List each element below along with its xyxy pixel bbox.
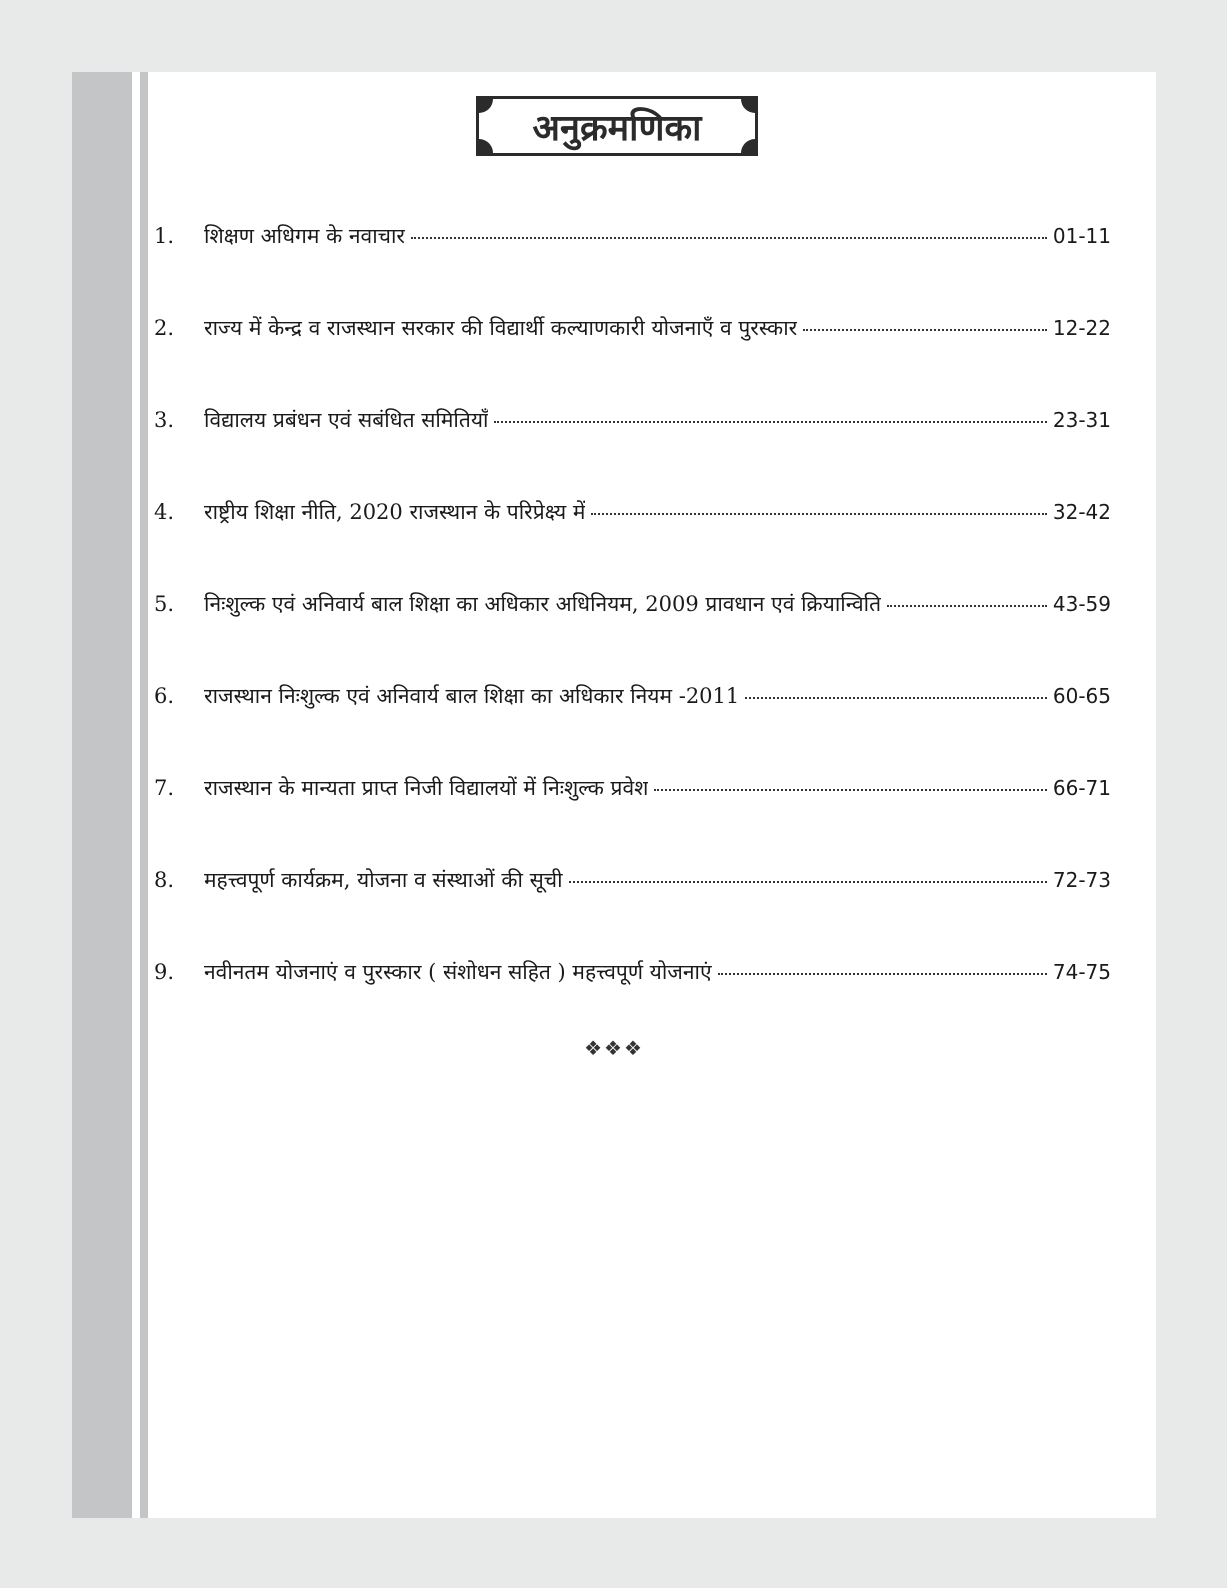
frame-corner — [476, 139, 493, 156]
toc-number: 4. — [154, 500, 175, 524]
toc-row — [154, 590, 1111, 682]
toc-leader-dots — [887, 605, 1047, 607]
table-of-contents — [154, 222, 1111, 1050]
toc-page-range: 66-71 — [1052, 776, 1111, 800]
toc-page-range: 72-73 — [1052, 868, 1111, 892]
toc-leader-dots — [494, 421, 1046, 423]
frame-corner — [741, 139, 758, 156]
toc-leader-dots — [591, 513, 1046, 515]
toc-page-range: 60-65 — [1052, 684, 1111, 708]
toc-title: राजस्थान निःशुल्क एवं अनिवार्य बाल शिक्षा का अधिकार नियम -2011 — [204, 684, 740, 708]
toc-row — [154, 314, 1111, 406]
toc-title: राष्ट्रीय शिक्षा नीति, 2020 राजस्थान के परिप्रेक्ष्य में — [204, 500, 586, 524]
toc-leader-dots — [569, 881, 1047, 883]
toc-leader-dots — [745, 697, 1047, 699]
toc-row — [154, 682, 1111, 774]
toc-number: 2. — [154, 316, 175, 340]
toc-page-range: 12-22 — [1052, 316, 1111, 340]
toc-title: महत्त्वपूर्ण कार्यक्रम, योजना व संस्थाओं की सूची — [204, 868, 563, 892]
toc-leader-dots — [803, 329, 1047, 331]
frame-corner — [476, 96, 493, 113]
toc-leader-dots — [718, 973, 1047, 975]
toc-page-range: 23-31 — [1052, 408, 1111, 432]
toc-title: नवीनतम योजनाएं व पुरस्कार ( संशोधन सहित ) महत्त्वपूर्ण योजनाएं — [204, 960, 712, 984]
toc-page-range: 32-42 — [1052, 500, 1111, 524]
toc-title: राज्य में केन्द्र व राजस्थान सरकार की विद्यार्थी कल्याणकारी योजनाएँ व पुरस्कार — [204, 316, 798, 340]
spine-line — [140, 72, 148, 1518]
toc-title: राजस्थान के मान्यता प्राप्त निजी विद्यालयों में निःशुल्क प्रवेश — [204, 776, 649, 800]
toc-number: 1. — [154, 224, 175, 248]
toc-page-range: 74-75 — [1052, 960, 1111, 984]
toc-page-range: 01-11 — [1052, 224, 1111, 248]
toc-title: शिक्षण अधिगम के नवाचार — [204, 224, 406, 248]
book-page — [72, 72, 1156, 1518]
toc-row — [154, 222, 1111, 314]
toc-leader-dots — [654, 789, 1046, 791]
toc-number: 3. — [154, 408, 175, 432]
frame-corner — [741, 96, 758, 113]
page-title: अनुक्रमणिका — [532, 107, 702, 149]
toc-row — [154, 774, 1111, 866]
toc-title: विद्यालय प्रबंधन एवं सबंधित समितियाँ — [204, 408, 489, 432]
page-spine — [72, 72, 132, 1518]
toc-row — [154, 498, 1111, 590]
toc-row — [154, 406, 1111, 498]
toc-number: 6. — [154, 684, 175, 708]
toc-page-range: 43-59 — [1052, 592, 1111, 616]
toc-number: 8. — [154, 868, 175, 892]
toc-row — [154, 866, 1111, 958]
end-ornament: ❖❖❖ — [584, 1036, 644, 1060]
toc-number: 9. — [154, 960, 175, 984]
title-frame — [476, 96, 758, 156]
toc-title: निःशुल्क एवं अनिवार्य बाल शिक्षा का अधिकार अधिनियम, 2009 प्रावधान एवं क्रियान्विति — [204, 592, 882, 616]
toc-leader-dots — [411, 237, 1047, 239]
toc-number: 7. — [154, 776, 175, 800]
toc-number: 5. — [154, 592, 175, 616]
